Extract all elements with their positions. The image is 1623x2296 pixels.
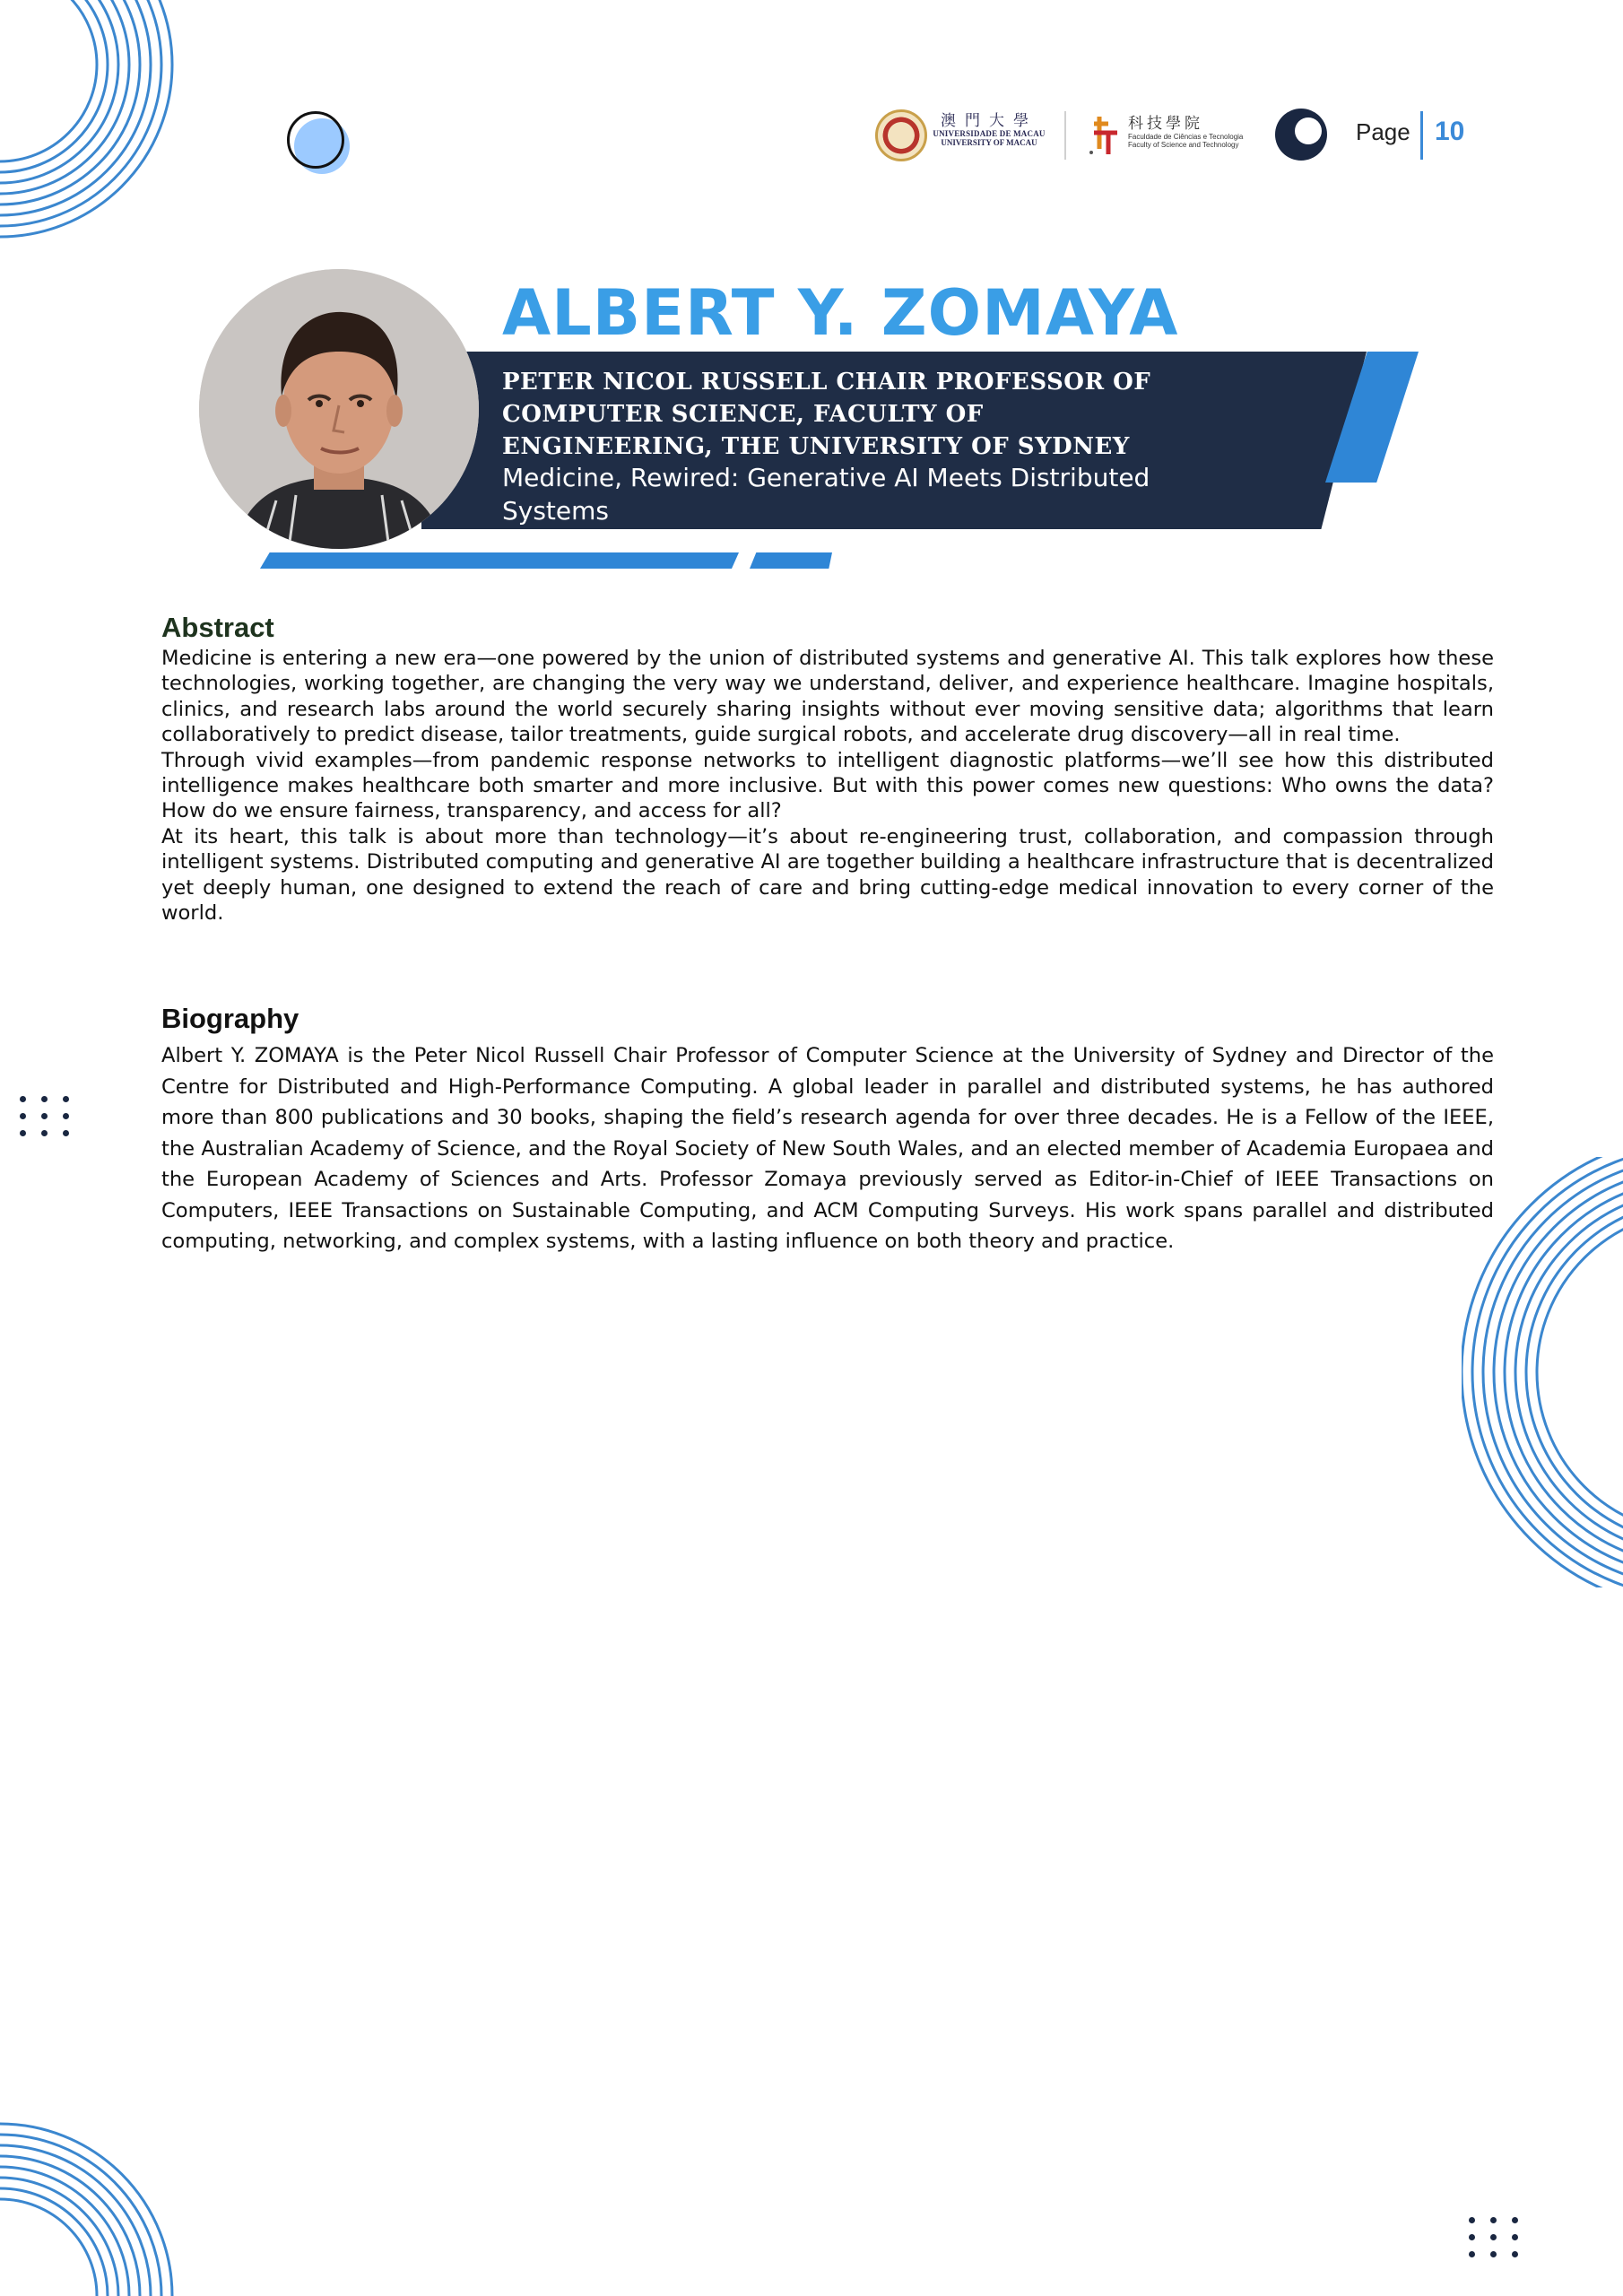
speaker-title: PETER NICOL RUSSELL CHAIR PROFESSOR OF COMPUTER SCIENCE, FACULTY OF ENGINEERING, THE UNIVERSITY OF SYDNEY — [502, 369, 1151, 460]
um-logo-english: UNIVERSITY OF MACAU — [941, 137, 1037, 147]
fst-logo-chinese: 科技學院 — [1128, 115, 1203, 132]
underline-bar-long — [260, 552, 739, 569]
fst-mark-icon — [1087, 113, 1123, 158]
university-seal-icon — [875, 109, 927, 161]
um-logo-portuguese: UNIVERSIDADE DE MACAU — [933, 128, 1046, 138]
speaker-name: ALBERT Y. ZOMAYA — [502, 276, 1179, 350]
biography-body: Albert Y. ZOMAYA is the Peter Nicol Russell Chair Professor of Computer Science at the University of Sydney and Director of the Centre for Distributed and High-Performance Computing. A global leader in parallel and distributed systems, he has authored more than 800 publications and 30 books, shaping the field’s research agenda for over three decades. He is a Fellow of the IEEE, the Australian Academy of Science, and the Royal Society of New South Wales, and an elected member of Academia Europaea and the European Academy of Sciences and Arts. Professor Zomaya previously served as Editor-in-Chief of IEEE Transactions on Computers, IEEE Transactions on Sustainable Computing, and ACM Computing Surveys. His work spans parallel and distributed computing, networking, and complex systems, with a lasting influence on both theory and practice. — [161, 1044, 1494, 1253]
talk-title: Medicine, Rewired: Generative AI Meets Distributed Systems — [502, 463, 1150, 526]
speaker-portrait-illustration — [199, 269, 479, 549]
abstract-paragraph: Medicine is entering a new era—one powered by the union of distributed systems and generative AI. This talk explores how these technologies, working together, are changing the very way we understand, deliver, and experience healthcare. Imagine hospitals, clinics, and research labs around the world securely sharing insights without ever moving sensitive data; algorithms that learn collaboratively to predict disease, tailor treatments, guide surgical robots, and accelerate drug discovery—all in real time. — [161, 647, 1494, 747]
underline-bar-short — [750, 552, 832, 569]
fst-logo-portuguese: Faculdade de Ciências e Tecnologia — [1128, 132, 1244, 141]
abstract-heading: Abstract — [161, 612, 274, 643]
logo-divider — [1064, 111, 1066, 160]
page-label: Page — [1356, 118, 1410, 145]
top-left-arcs-decoration — [0, 0, 179, 278]
left-dot-grid-decoration — [20, 1096, 69, 1136]
bottom-left-arcs-decoration — [0, 2072, 179, 2296]
biography-heading: Biography — [161, 1003, 299, 1034]
speaker-photo — [199, 269, 479, 549]
um-logo-chinese: 澳門大學 — [941, 112, 1037, 129]
page-number: 10 — [1435, 117, 1465, 146]
page-number-divider — [1420, 111, 1423, 160]
fst-logo-english: Faculty of Science and Technology — [1128, 140, 1239, 149]
abstract-body — [161, 646, 1494, 926]
bottom-right-dot-grid-decoration — [1469, 2217, 1518, 2257]
abstract-paragraph: At its heart, this talk is about more than technology—it’s about re-engineering trust, collaboration, and compassion through intelligent systems. Distributed computing and generative AI are together building a healthcare infrastructure that is decentralized yet deeply human, one designed to extend the reach of care and bring cutting-edge medical innovation to every corner of the world. — [161, 824, 1494, 926]
abstract-paragraph: Through vivid examples—from pandemic response networks to intelligent diagnostic platforms—we’ll see how this distributed intelligence makes healthcare both smarter and more inclusive. But with this power comes new questions: Who owns the data? How do we ensure fairness, transparency, and access for all? — [161, 748, 1494, 823]
circle-ring-icon — [287, 111, 350, 174]
crescent-moon-icon — [1275, 109, 1327, 161]
